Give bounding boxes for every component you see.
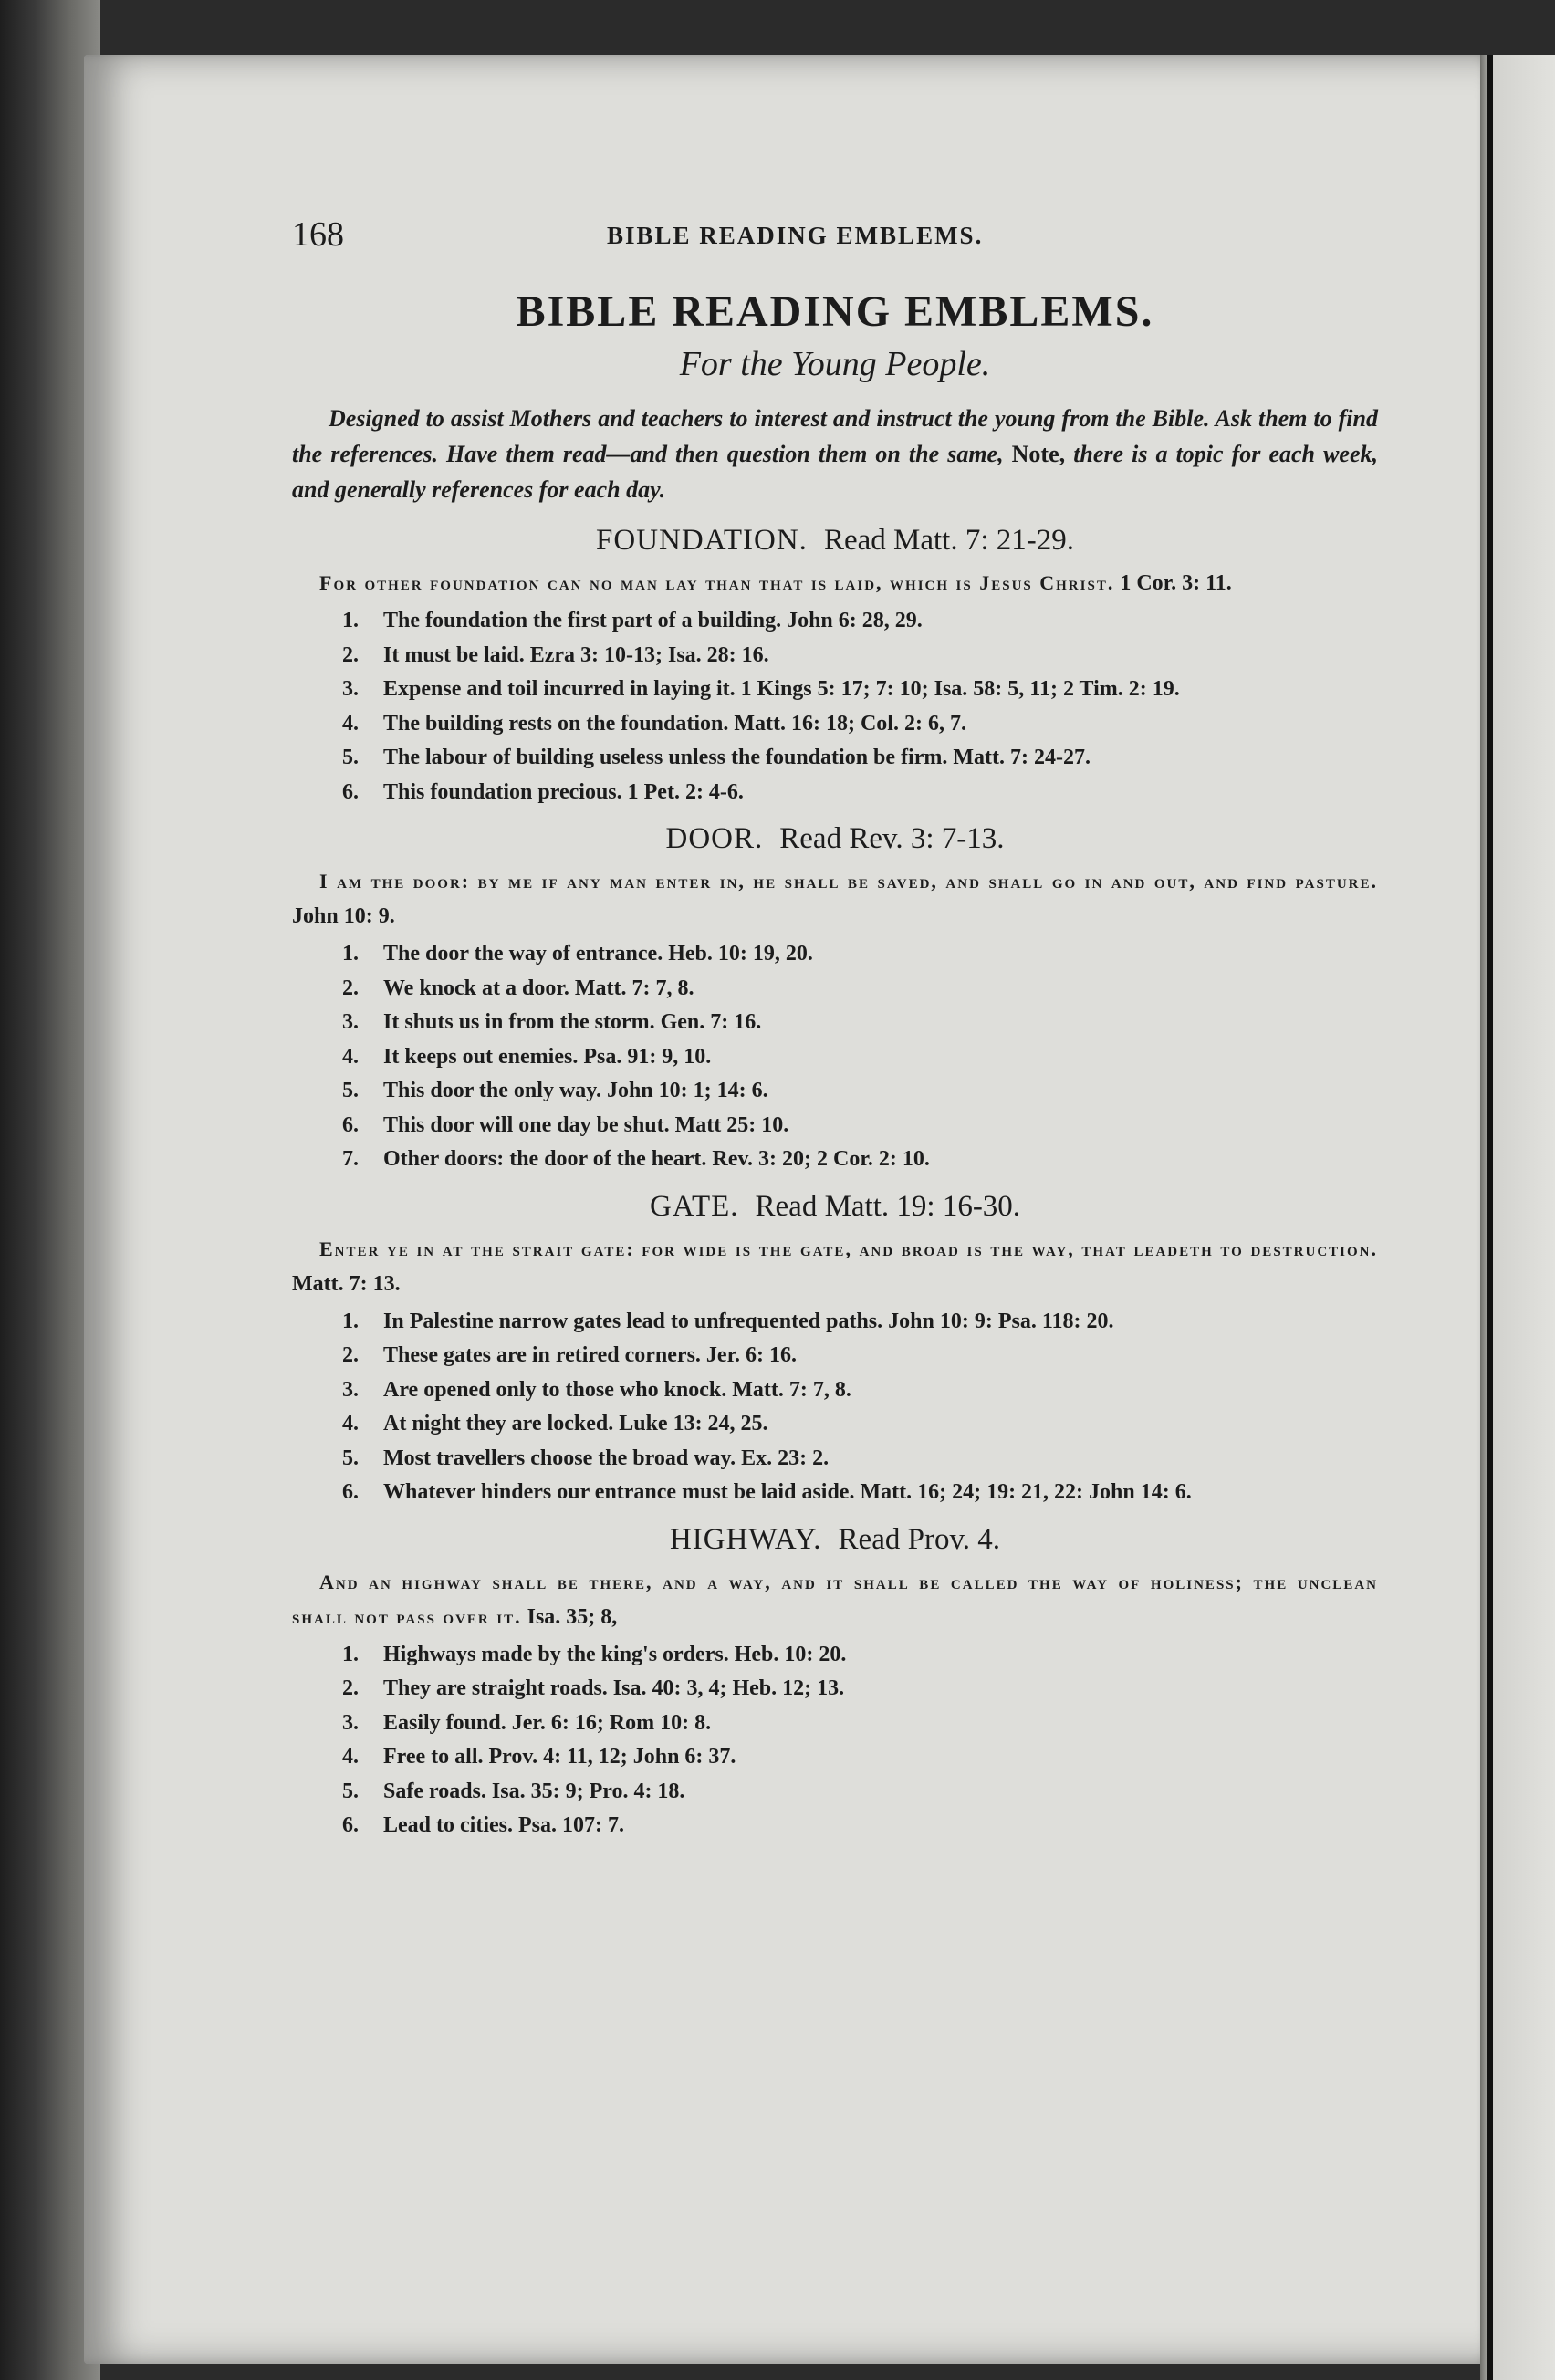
list-item-text: In Palestine narrow gates lead to unfrequented paths. John 10: 9: Psa. 118: 20. <box>383 1309 1114 1333</box>
list-item <box>292 1407 1378 1442</box>
list-item <box>292 1040 1378 1075</box>
key-verse-reference: Isa. 35; 8, <box>527 1604 618 1629</box>
list-item-text: At night they are locked. Luke 13: 24, 25. <box>383 1412 768 1435</box>
key-verse-reference: 1 Cor. 3: 11. <box>1120 571 1232 595</box>
intro-paragraph <box>292 401 1378 507</box>
key-verse-reference: John 10: 9. <box>292 904 395 928</box>
list-item-number: 1. <box>342 1309 359 1333</box>
list-item <box>292 1707 1378 1741</box>
list-item-text: It shuts us in from the storm. Gen. 7: 16. <box>383 1010 762 1034</box>
list-item-text: The foundation the first part of a building. John 6: 28, 29. <box>383 609 923 632</box>
list-item <box>292 1775 1378 1810</box>
list-item-text: This door will one day be shut. Matt 25: 10. <box>383 1112 789 1137</box>
key-verse <box>292 1232 1378 1301</box>
key-verse-text: I am the door: by me if any man enter in, he shall be saved, and shall go in and out, and find pasture. <box>319 870 1378 892</box>
list-item-number: 4. <box>342 1745 359 1769</box>
key-verse-text: For other foundation can no man lay than that is laid, which is Jesus Christ. <box>319 571 1115 594</box>
topic-heading <box>292 819 1378 859</box>
list-item-number: 5. <box>342 1779 359 1803</box>
key-verse <box>292 1565 1378 1634</box>
list-item-number: 2. <box>342 976 359 1000</box>
key-verse <box>292 864 1378 934</box>
running-head <box>292 214 1378 269</box>
list-item <box>292 1109 1378 1143</box>
topic-name: FOUNDATION. <box>596 524 808 557</box>
list-item-number: 5. <box>342 746 359 769</box>
list-item-number: 7. <box>342 1147 359 1171</box>
list-item-number: 5. <box>342 1446 359 1470</box>
list-item-text: Other doors: the door of the heart. Rev. 3: 20; 2 Cor. 2: 10. <box>383 1147 930 1171</box>
list-item <box>292 1305 1378 1340</box>
list-item-text: The door the way of entrance. Heb. 10: 19, 20. <box>383 942 813 966</box>
list-item-number: 2. <box>342 1676 359 1700</box>
list-item-number: 3. <box>342 1010 359 1034</box>
list-item <box>292 1638 1378 1673</box>
list-item-text: The labour of building useless unless the foundation be firm. Matt. 7: 24-27. <box>383 746 1091 769</box>
list-item-text: Most travellers choose the broad way. Ex. 23: 2. <box>383 1446 830 1470</box>
list-item-text: Lead to cities. Psa. 107: 7. <box>383 1813 624 1837</box>
list-item <box>292 1143 1378 1177</box>
point-list <box>292 604 1378 809</box>
topic-reading: Read Matt. 19: 16-30. <box>755 1189 1021 1223</box>
list-item <box>292 1740 1378 1775</box>
list-item-number: 6. <box>342 1813 359 1837</box>
topic-heading <box>292 1519 1378 1560</box>
key-verse-text: And an highway shall be there, and a way, and it shall be called the way of holiness; the unclean shall not pass over it. <box>292 1570 1378 1628</box>
list-item <box>292 972 1378 1007</box>
intro-text-2: there is a topic for each week, and generally references for each day. <box>292 441 1378 503</box>
point-list <box>292 1638 1378 1843</box>
list-item-number: 3. <box>342 1377 359 1402</box>
list-item <box>292 741 1378 776</box>
list-item-text: Safe roads. Isa. 35: 9; Pro. 4: 18. <box>383 1779 685 1803</box>
list-item-text: Whatever hinders our entrance must be laid aside. Matt. 16; 24; 19: 21, 22: John 14: 6. <box>383 1480 1192 1504</box>
list-item <box>292 1339 1378 1373</box>
list-item-number: 6. <box>342 779 359 804</box>
adjacent-page-edge <box>1480 55 1555 2380</box>
list-item <box>292 707 1378 742</box>
list-item <box>292 604 1378 639</box>
topic-reading: Read Prov. 4. <box>838 1522 1001 1556</box>
list-item-text: They are straight roads. Isa. 40: 3, 4; Heb. 12; 13. <box>383 1676 845 1700</box>
topic-reading: Read Matt. 7: 21-29. <box>823 524 1074 557</box>
topic-reading: Read Rev. 3: 7-13. <box>779 822 1005 855</box>
page-number: 168 <box>292 215 344 254</box>
topic-heading <box>292 520 1378 560</box>
list-item-text: It must be laid. Ezra 3: 10-13; Isa. 28: 16. <box>383 642 769 667</box>
point-list <box>292 937 1378 1177</box>
list-item <box>292 1476 1378 1510</box>
list-item <box>292 1672 1378 1707</box>
topic-name: HIGHWAY. <box>669 1522 822 1556</box>
topic-name: GATE. <box>649 1189 739 1223</box>
topic-heading <box>292 1186 1378 1227</box>
key-verse-text: Enter ye in at the strait gate: for wide is the gate, and broad is the way, that leadeth to destruction. <box>319 1237 1378 1260</box>
main-title: BIBLE READING EMBLEMS. <box>516 287 1154 336</box>
page-edge-rule <box>1487 55 1493 2380</box>
list-item-number: 2. <box>342 642 359 667</box>
list-item-number: 4. <box>342 1412 359 1435</box>
list-item-number: 3. <box>342 1710 359 1735</box>
list-item-number: 4. <box>342 711 359 736</box>
list-item <box>292 1809 1378 1843</box>
key-verse <box>292 566 1378 600</box>
list-item-text: Expense and toil incurred in laying it. 1 Kings 5: 17; 7: 10; Isa. 58: 5, 11; 2 Tim. 2: 19. <box>383 677 1180 701</box>
topic-name: DOOR. <box>665 822 764 855</box>
subtitle: For the Young People. <box>679 345 991 383</box>
intro-text-1: Designed to assist Mothers and teachers to interest and instruct the young from the Bible. Ask them to find the references. Have them read—and then question them on the same, <box>292 405 1378 467</box>
list-item-number: 1. <box>342 942 359 966</box>
list-item <box>292 1074 1378 1109</box>
list-item-text: Are opened only to those who knock. Matt. 7: 7, 8. <box>383 1377 851 1402</box>
key-verse-reference: Matt. 7: 13. <box>292 1271 401 1296</box>
running-title: BIBLE READING EMBLEMS. <box>607 222 984 249</box>
list-item-text: It keeps out enemies. Psa. 91: 9, 10. <box>383 1044 712 1069</box>
list-item-text: Free to all. Prov. 4: 11, 12; John 6: 37. <box>383 1745 736 1769</box>
list-item-text: Easily found. Jer. 6: 16; Rom 10: 8. <box>383 1710 712 1735</box>
intro-note-label: Note, <box>1011 441 1066 467</box>
list-item <box>292 639 1378 673</box>
list-item-number: 5. <box>342 1079 359 1102</box>
list-item-text: This door the only way. John 10: 1; 14: 6. <box>383 1079 768 1102</box>
page-content <box>292 214 1378 1843</box>
list-item <box>292 673 1378 707</box>
list-item <box>292 1006 1378 1040</box>
list-item-text: Highways made by the king's orders. Heb. 10: 20. <box>383 1642 847 1666</box>
list-item <box>292 1373 1378 1408</box>
list-item <box>292 1442 1378 1477</box>
sections <box>292 520 1378 1843</box>
list-item <box>292 937 1378 972</box>
list-item-number: 1. <box>342 1642 359 1666</box>
list-item-number: 3. <box>342 677 359 701</box>
list-item-text: The building rests on the foundation. Matt. 16: 18; Col. 2: 6, 7. <box>383 711 966 736</box>
list-item-number: 4. <box>342 1044 359 1069</box>
list-item-text: These gates are in retired corners. Jer. 6: 16. <box>383 1343 798 1367</box>
list-item-text: This foundation precious. 1 Pet. 2: 4-6. <box>383 779 744 804</box>
list-item-number: 6. <box>342 1112 359 1137</box>
list-item-number: 2. <box>342 1343 359 1367</box>
list-item <box>292 776 1378 810</box>
point-list <box>292 1305 1378 1510</box>
list-item-number: 1. <box>342 609 359 632</box>
list-item-text: We knock at a door. Matt. 7: 7, 8. <box>383 976 694 1000</box>
list-item-number: 6. <box>342 1480 359 1504</box>
